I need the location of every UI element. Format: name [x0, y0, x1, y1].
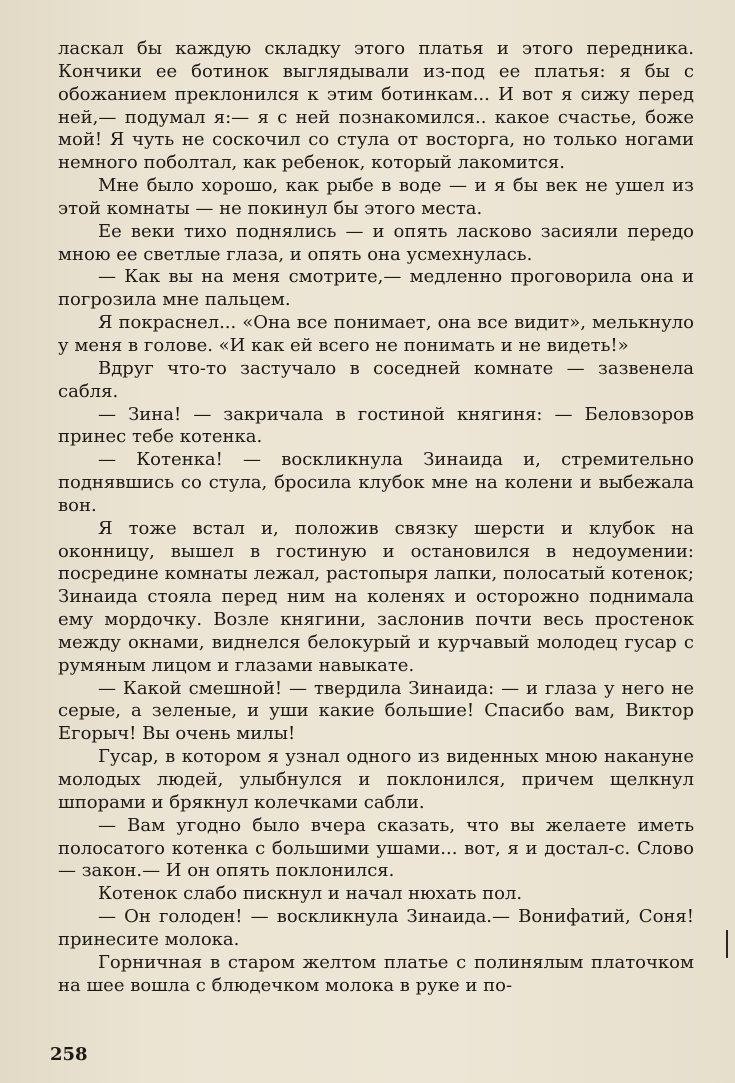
- paragraph: Вдруг что-то застучало в соседней комнате — зазвенела сабля.: [58, 357, 694, 402]
- body-text: [58, 38, 694, 997]
- paragraph: — Зина! — закричала в гостиной княгиня: — Беловзоров принес тебе котенка.: [58, 403, 694, 448]
- page-number: 258: [50, 1044, 88, 1065]
- paragraph: — Какой смешной! — твердила Зинаида: — и глаза у него не серые, а зеленые, и уши какие большие! Спасибо вам, Виктор Егорыч! Вы очень милы!: [58, 677, 694, 745]
- paragraph: — Он голоден! — воскликнула Зинаида.— Вонифатий, Соня! принесите молока.: [58, 906, 694, 950]
- paragraph: — Как вы на меня смотрите,— медленно проговорила она и погрозила мне пальцем.: [58, 266, 694, 311]
- paragraph: Котенок слабо пискнул и начал нюхать пол.: [98, 883, 523, 905]
- paragraph: Ее веки тихо поднялись — и опять ласково засияли передо мною ее светлые глаза, и опять она усмехнулась.: [58, 220, 694, 265]
- paragraph: Гусар, в котором я узнал одного из виденных мною накануне молодых людей, улыбнулся и поклонился, причем щелкнул шпорами и брякнул колечками сабли.: [58, 746, 694, 813]
- paragraph: Я тоже встал и, положив связку шерсти и клубок на оконницу, вышел в гостиную и остановился в недоумении: посредине комнаты лежал, растопыря лапки, полосатый котенок; Зинаида стояла перед ним на коленях и осторожно поднимала ему мордочку. Возле княгини, заслонив почти весь простенок между окнами, виднелся белокурый и курчавый молодец гусар с румяным лицом и глазами навыкате.: [58, 517, 694, 676]
- paragraph: Горничная в старом желтом платье с полинялым платочком на шее вошла с блюдечком молока в руке и по-: [58, 951, 694, 996]
- paragraph: Я покраснел... «Она все понимает, она все видит», мелькнуло у меня в голове. «И как ей всего не понимать и не видеть!»: [58, 312, 694, 356]
- paragraph: ласкал бы каждую складку этого платья и этого передника. Кончики ее ботинок выглядывали из-под ее платья: я бы с обожанием преклонился к этим ботинкам... И вот я сижу перед ней,— подумал я:— я с ней познакомился.. какое счастье, боже мой! Я чуть не соскочил со стула от восторга, но только ногами немного поболтал, как ребенок, который лакомится.: [58, 38, 694, 174]
- edge-mark: [726, 930, 728, 958]
- paragraph: — Вам угодно было вчера сказать, что вы желаете иметь полосатого котенка с большими ушами... вот, я и достал-с. Слово — закон.— И он опять поклонился.: [58, 814, 694, 882]
- paragraph: Мне было хорошо, как рыбе в воде — и я бы век не ушел из этой комнаты — не покинул бы этого места.: [58, 175, 694, 219]
- paragraph: — Котенка! — воскликнула Зинаида и, стремительно поднявшись со стула, бросила клубок мне на колени и выбежала вон.: [58, 449, 694, 516]
